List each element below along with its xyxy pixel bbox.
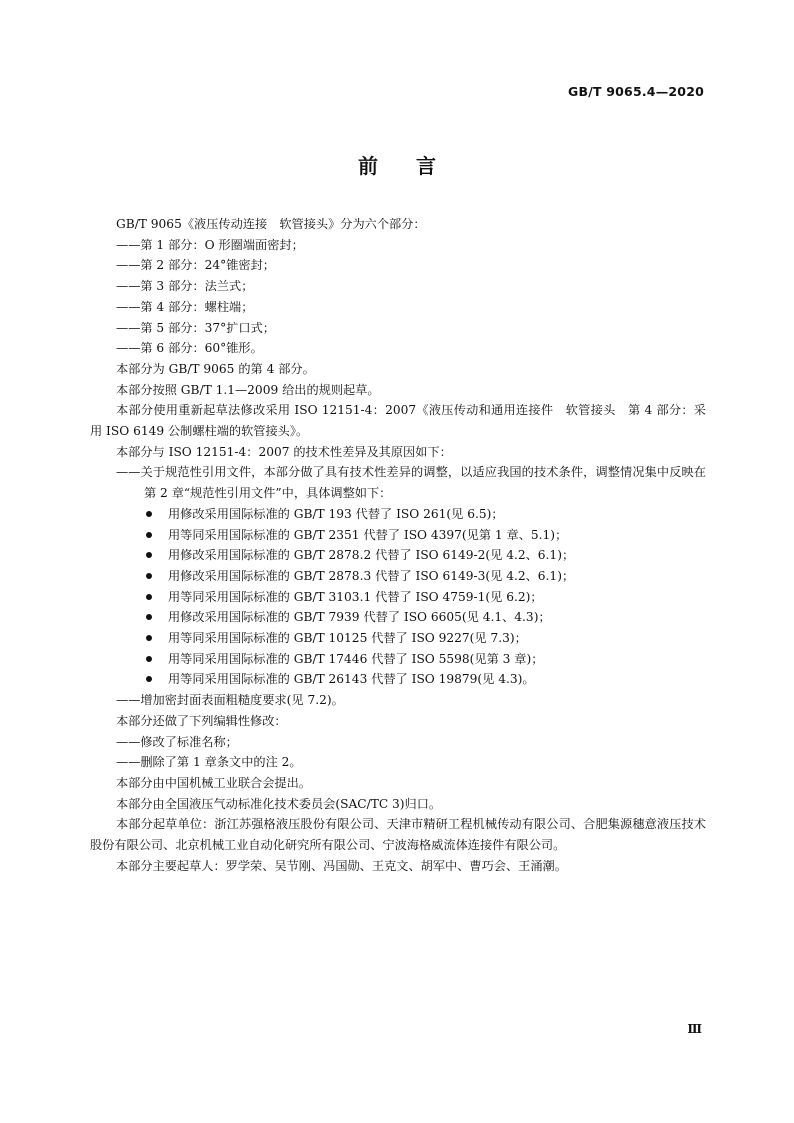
- paragraph: 本部分由全国液压气动标准化技术委员会(SAC/TC 3)归口。: [116, 796, 442, 811]
- paragraph: 本部分按照 GB/T 1.1—2009 给出的规则起草。: [116, 382, 380, 397]
- paragraph: 本部分还做了下列编辑性修改：: [116, 713, 287, 728]
- page-number: Ⅲ: [687, 1022, 702, 1036]
- bullet-dot-icon: [146, 656, 152, 662]
- bullet-item: 用修改采用国际标准的 GB/T 193 代替了 ISO 261(见 6.5)；: [90, 504, 706, 525]
- bullet-item: 用等同采用国际标准的 GB/T 17446 代替了 ISO 5598(见第 3 章)；: [90, 649, 706, 670]
- part-item: ——第 3 部分：法兰式；: [116, 279, 254, 294]
- edit-item: ——修改了标准名称；: [116, 734, 238, 749]
- difference-item: ——增加密封面表面粗糙度要求(见 7.2)。: [116, 693, 344, 708]
- bullet-item: 用等同采用国际标准的 GB/T 3103.1 代替了 ISO 4759-1(见 6.2)；: [90, 587, 706, 608]
- paragraph: 本部分为 GB/T 9065 的第 4 部分。: [116, 361, 315, 376]
- part-item: ——第 1 部分：O 形圈端面密封；: [116, 237, 304, 252]
- drafting-units: 本部分起草单位：浙江苏强格液压股份有限公司、天津市精研工程机械传动有限公司、合肥集源穗意液压技术股份有限公司、北京机械工业自动化研究所有限公司、宁波海格威流体连接件有限公司。: [90, 817, 706, 853]
- intro-paragraph: GB/T 9065《液压传动连接 软管接头》分为六个部分：: [116, 217, 426, 231]
- bullet-dot-icon: [146, 594, 152, 600]
- foreword-body: [90, 214, 706, 877]
- paragraph: 本部分使用重新起草法修改采用 ISO 12151-4：2007《液压传动和通用连接件 软管接头 第 4 部分：采用 ISO 6149 公制螺柱端的软管接头》。: [90, 403, 706, 439]
- drafters: 本部分主要起草人：罗学荣、吴节刚、冯国勋、王克文、胡军中、曹巧会、王涌潮。: [116, 858, 567, 873]
- bullet-dot-icon: [146, 573, 152, 579]
- part-item: ——第 5 部分：37°扩口式；: [116, 320, 275, 335]
- edit-item: ——删除了第 1 章条文中的注 2。: [116, 755, 302, 770]
- page-title: [0, 150, 794, 179]
- bullet-item: 用修改采用国际标准的 GB/T 2878.2 代替了 ISO 6149-2(见 4.2、6.1)；: [90, 545, 706, 566]
- bullet-item: 用修改采用国际标准的 GB/T 2878.3 代替了 ISO 6149-3(见 4.2、6.1)；: [90, 566, 706, 587]
- bullet-item: 用等同采用国际标准的 GB/T 26143 代替了 ISO 19879(见 4.3)。: [90, 669, 706, 690]
- paragraph: 本部分与 ISO 12151-4：2007 的技术性差异及其原因如下：: [116, 444, 452, 459]
- bullet-dot-icon: [146, 532, 152, 538]
- title-char-2: 言: [416, 154, 436, 178]
- bullet-item: 用修改采用国际标准的 GB/T 7939 代替了 ISO 6605(见 4.1、4.3)；: [90, 607, 706, 628]
- bullet-dot-icon: [146, 552, 152, 558]
- bullet-dot-icon: [146, 676, 152, 682]
- bullet-item: 用等同采用国际标准的 GB/T 2351 代替了 ISO 4397(见第 1 章、5.1)；: [90, 525, 706, 546]
- part-item: ——第 4 部分：螺柱端；: [116, 299, 254, 314]
- paragraph: 本部分由中国机械工业联合会提出。: [116, 775, 311, 790]
- bullet-dot-icon: [146, 614, 152, 620]
- bullet-item: 用等同采用国际标准的 GB/T 10125 代替了 ISO 9227(见 7.3)；: [90, 628, 706, 649]
- bullet-dot-icon: [146, 635, 152, 641]
- part-item: ——第 2 部分：24°锥密封；: [116, 258, 275, 273]
- bullet-dot-icon: [146, 511, 152, 517]
- title-char-1: 前: [358, 154, 378, 178]
- part-item: ——第 6 部分：60°锥形。: [116, 341, 263, 356]
- document-code: GB/T 9065.4—2020: [568, 84, 704, 99]
- difference-item: ——关于规范性引用文件，本部分做了具有技术性差异的调整，以适应我国的技术条件，调整情况集中反映在第 2 章“规范性引用文件”中，具体调整如下：: [116, 465, 706, 501]
